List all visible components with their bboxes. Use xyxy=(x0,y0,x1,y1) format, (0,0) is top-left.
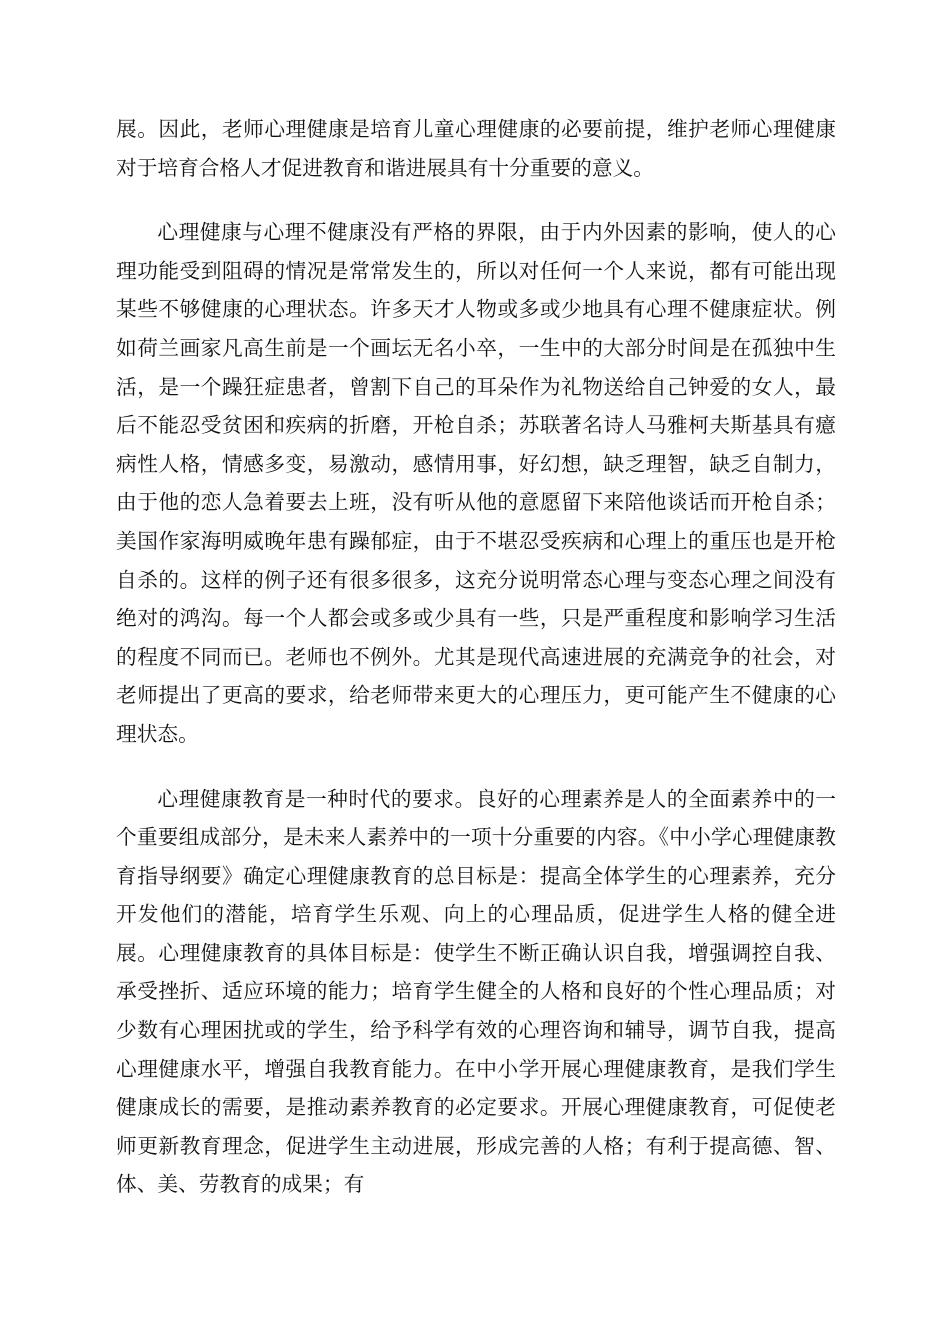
paragraph-mental-health-education: 心理健康教育是一种时代的要求。良好的心理素养是人的全面素养中的一个重要组成部分，是未来人素养中的一项十分重要的内容。《中小学心理健康教育指导纲要》确定心理健康教育的总目标是：提高全体学生的心理素养，充分开发他们的潜能，培育学生乐观、向上的心理品质，促进学生人格的健全进展。心理健康教育的具体目标是：使学生不断正确认识自我，增强调控自我、承受挫折、适应环境的能力；培育学生健全的人格和良好的个性心理品质；对少数有心理困扰或的学生，给予科学有效的心理咨询和辅导，调节自我，提高心理健康水平，增强自我教育能力。在中小学开展心理健康教育，是我们学生健康成长的需要，是推动素养教育的必定要求。开展心理健康教育，可促使老师更新教育理念，促进学生主动进展，形成完善的人格；有利于提高德、智、体、美、劳教育的成果；有 xyxy=(116,786,836,1197)
paragraph-continued: 展。因此，老师心理健康是培育儿童心理健康的必要前提，维护老师心理健康对于培育合格人才促进教育和谐进展具有十分重要的意义。 xyxy=(116,117,836,180)
document-body xyxy=(116,110,836,1204)
paragraph-mental-health-boundary: 心理健康与心理不健康没有严格的界限，由于内外因素的影响，使人的心理功能受到阻碍的情况是常常发生的，所以对任何一个人来说，都有可能出现某些不够健康的心理状态。许多天才人物或多或少地具有心理不健康症状。例如荷兰画家凡高生前是一个画坛无名小卒，一生中的大部分时间是在孤独中生活，是一个躁狂症患者，曾割下自己的耳朵作为礼物送给自己钟爱的女人，最后不能忍受贫困和疾病的折磨，开枪自杀；苏联著名诗人马雅柯夫斯基具有癔病性人格，情感多变，易激动，感情用事，好幻想，缺乏理智，缺乏自制力，由于他的恋人急着要去上班，没有听从他的意愿留下来陪他谈话而开枪自杀；美国作家海明威晚年患有躁郁症，由于不堪忍受疾病和心理上的重压也是开枪自杀的。这样的例子还有很多很多，这充分说明常态心理与变态心理之间没有绝对的鸿沟。每一个人都会或多或少具有一些，只是严重程度和影响学习生活的程度不同而已。老师也不例外。尤其是现代高速进展的充满竞争的社会，对老师提出了更高的要求，给老师带来更大的心理压力，更可能产生不健康的心理状态。 xyxy=(116,220,836,746)
